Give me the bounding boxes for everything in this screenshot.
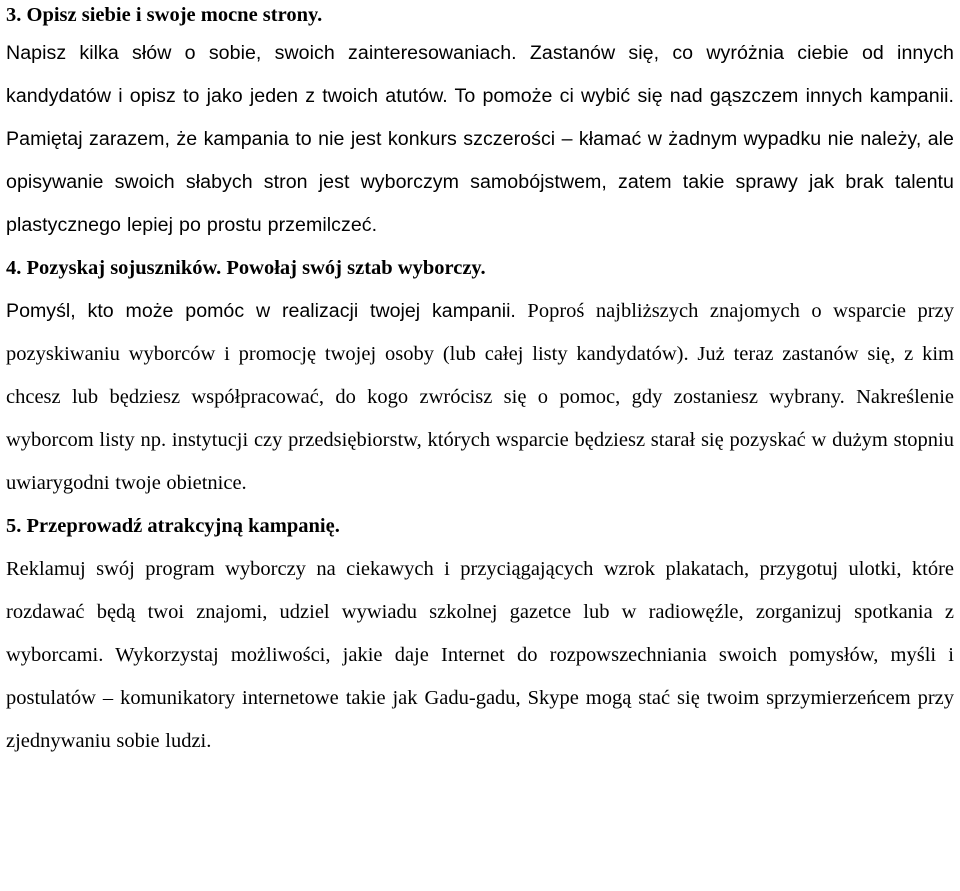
section-4-paragraph-body: Poproś najbliższych znajomych o wsparcie przy pozyskiwaniu wyborców i promocję twojej osoby (lub całej listy kandydatów). Już teraz zastanów się, z kim chcesz lub będziesz współpracować, do kogo zwrócisz się o pomoc, gdy zostaniesz wybrany. Nakreślenie wyborcom listy np. instytucji czy przedsiębiorstw, których wsparcie będziesz starał się pozyskać w dużym stopniu uwiarygodni twoje obietnice.: [6, 300, 954, 494]
section-3-heading: 3. Opisz siebie i swoje mocne strony.: [6, 4, 323, 26]
section-3-paragraph: Napisz kilka słów o sobie, swoich zainteresowaniach. Zastanów się, co wyróżnia ciebie od innych kandydatów i opisz to jako jeden z twoich atutów. To pomoże ci wybić się nad gąszczem innych kampanii. Pamiętaj zarazem, że kampania to nie jest konkurs szczerości – kłamać w żadnym wypadku nie należy, ale opisywanie swoich słabych stron jest wyborczym samobójstwem, zatem takie sprawy jak brak talentu plastycznego lepiej po prostu przemilczeć.: [6, 42, 954, 236]
section-4-paragraph: [6, 290, 954, 505]
section-5-heading: 5. Przeprowadź atrakcyjną kampanię.: [6, 515, 340, 537]
document-page: [6, 0, 954, 763]
section-5-paragraph: Reklamuj swój program wyborczy na ciekawych i przyciągających wzrok plakatach, przygotuj ulotki, które rozdawać będą twoi znajomi, udziel wywiadu szkolnej gazetce lub w radiowęźle, zorganizuj spotkania z wyborcami. Wykorzystaj możliwości, jakie daje Internet do rozpowszechniania swoich pomysłów, myśli i postulatów – komunikatory internetowe takie jak Gadu-gadu, Skype mogą stać się twoim sprzymierzeńcem przy zjednywaniu sobie ludzi.: [6, 558, 954, 752]
section-4-heading: 4. Pozyskaj sojuszników. Powołaj swój sztab wyborczy.: [6, 257, 486, 279]
section-4-paragraph-lead: Pomyśl, kto może pomóc w realizacji twojej kampanii.: [6, 300, 516, 322]
